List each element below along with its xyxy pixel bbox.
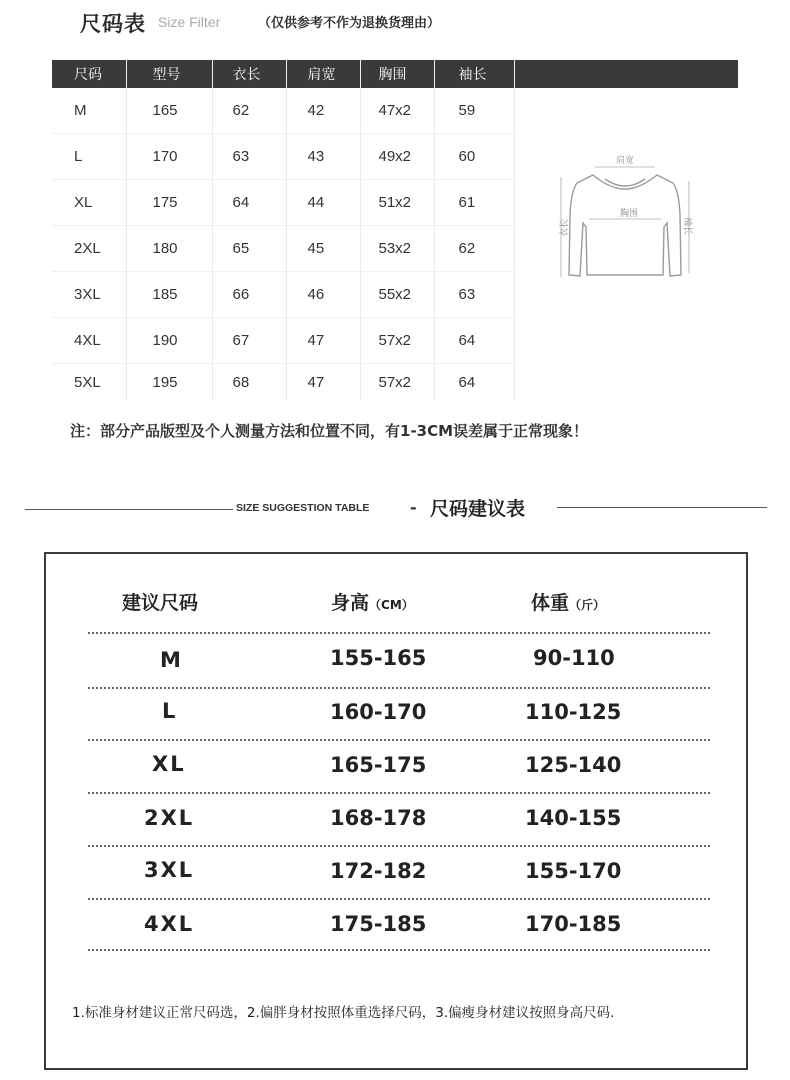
- measurement-note: 注：部分产品版型及个人测量方法和位置不同，有1-3CM误差属于正常现象！: [70, 422, 589, 440]
- suggest-cell-weight: 110-125: [525, 700, 622, 724]
- section-title-cn: 尺码建议表: [430, 498, 526, 520]
- suggest-cell-size: M: [160, 648, 183, 672]
- cell-shoulder: 47: [286, 318, 360, 364]
- row-divider: [88, 687, 710, 689]
- suggest-header-weight-unit: （斤）: [569, 598, 606, 612]
- table-row: [52, 88, 738, 134]
- suggest-header-weight-label: 体重: [531, 592, 570, 614]
- cell-size: 5XL: [52, 364, 126, 401]
- cell-sleeve: 59: [434, 88, 514, 134]
- suggest-cell-weight: 90-110: [533, 646, 615, 670]
- suggest-cell-size: 3XL: [144, 858, 195, 882]
- col-header-size: 尺码: [52, 60, 126, 88]
- suggest-cell-height: 172-182: [330, 859, 427, 883]
- cell-chest: 51x2: [360, 180, 434, 226]
- cell-sleeve: 60: [434, 134, 514, 180]
- suggest-cell-height: 160-170: [330, 700, 427, 724]
- diagram-label-shoulder: 肩宽: [615, 156, 635, 166]
- cell-sleeve: 64: [434, 318, 514, 364]
- row-divider: [88, 632, 710, 634]
- cell-chest: 57x2: [360, 318, 434, 364]
- cell-model: 180: [126, 226, 212, 272]
- cell-model: 170: [126, 134, 212, 180]
- cell-length: 63: [212, 134, 286, 180]
- cell-size: 4XL: [52, 318, 126, 364]
- cell-chest: 49x2: [360, 134, 434, 180]
- suggest-cell-size: XL: [152, 752, 186, 776]
- suggest-cell-size: 2XL: [144, 806, 195, 830]
- cell-chest: 53x2: [360, 226, 434, 272]
- cell-shoulder: 44: [286, 180, 360, 226]
- cell-sleeve: 61: [434, 180, 514, 226]
- diagram-label-length: 衣长: [560, 218, 570, 237]
- col-header-blank: [514, 60, 738, 88]
- cell-length: 64: [212, 180, 286, 226]
- row-divider: [88, 792, 710, 794]
- row-divider: [88, 739, 710, 741]
- row-divider: [88, 845, 710, 847]
- cell-chest: 57x2: [360, 364, 434, 401]
- page-title: 尺码表: [80, 12, 146, 36]
- suggest-cell-weight: 155-170: [525, 859, 622, 883]
- suggest-cell-size: L: [162, 699, 178, 723]
- cell-size: 3XL: [52, 272, 126, 318]
- cell-shoulder: 46: [286, 272, 360, 318]
- cell-model: 175: [126, 180, 212, 226]
- diagram-label-sleeve: 袖长: [682, 217, 692, 236]
- cell-shoulder: 43: [286, 134, 360, 180]
- diagram-label-chest: 胸围: [619, 209, 639, 219]
- suggest-cell-height: 168-178: [330, 806, 427, 830]
- cell-chest: 55x2: [360, 272, 434, 318]
- cell-chest: 47x2: [360, 88, 434, 134]
- cell-sleeve: 64: [434, 364, 514, 401]
- col-header-length: 衣长: [212, 60, 286, 88]
- cell-model: 195: [126, 364, 212, 401]
- suggestion-note: 1.标准身材建议正常尺码选，2.偏胖身材按照体重选择尺码，3.偏瘦身材建议按照身高尺码.: [72, 1005, 615, 1021]
- cell-model: 190: [126, 318, 212, 364]
- table-row: [52, 318, 738, 364]
- shirt-outline-icon: [569, 175, 681, 276]
- cell-model: 185: [126, 272, 212, 318]
- section-title-separator: -: [410, 498, 417, 517]
- cell-size: XL: [52, 180, 126, 226]
- cell-model: 165: [126, 88, 212, 134]
- suggest-header-height: [331, 588, 414, 615]
- cell-length: 67: [212, 318, 286, 364]
- table-header-row: [52, 60, 738, 88]
- cell-sleeve: 62: [434, 226, 514, 272]
- suggest-header-weight: [531, 588, 605, 615]
- row-divider: [88, 949, 710, 951]
- section-divider-left: [25, 509, 233, 510]
- suggest-cell-height: 155-165: [330, 646, 427, 670]
- suggest-header-height-label: 身高: [331, 592, 370, 614]
- section-divider-right: [557, 507, 767, 508]
- col-header-sleeve: 袖长: [434, 60, 514, 88]
- shirt-measurement-diagram: [555, 145, 695, 295]
- col-header-shoulder: 肩宽: [286, 60, 360, 88]
- cell-length: 65: [212, 226, 286, 272]
- cell-length: 62: [212, 88, 286, 134]
- cell-shoulder: 45: [286, 226, 360, 272]
- cell-length: 68: [212, 364, 286, 401]
- disclaimer-note: （仅供参考不作为退换货理由）: [258, 16, 441, 31]
- col-header-model: 型号: [126, 60, 212, 88]
- suggest-cell-weight: 140-155: [525, 806, 622, 830]
- cell-shoulder: 42: [286, 88, 360, 134]
- suggest-cell-size: 4XL: [144, 912, 195, 936]
- cell-length: 66: [212, 272, 286, 318]
- section-title-en: SIZE SUGGESTION TABLE: [236, 502, 370, 514]
- cell-size: M: [52, 88, 126, 134]
- row-divider: [88, 898, 710, 900]
- suggest-cell-weight: 125-140: [525, 753, 622, 777]
- cell-sleeve: 63: [434, 272, 514, 318]
- suggest-header-height-unit: （CM）: [369, 598, 414, 612]
- suggest-header-size: 建议尺码: [122, 592, 199, 614]
- cell-size: 2XL: [52, 226, 126, 272]
- col-header-chest: 胸围: [360, 60, 434, 88]
- cell-shoulder: 47: [286, 364, 360, 401]
- cell-size: L: [52, 134, 126, 180]
- page-subtitle-en: Size Filter: [158, 14, 221, 30]
- suggest-cell-height: 175-185: [330, 912, 427, 936]
- suggest-cell-weight: 170-185: [525, 912, 622, 936]
- table-row: [52, 364, 738, 401]
- suggest-cell-height: 165-175: [330, 753, 427, 777]
